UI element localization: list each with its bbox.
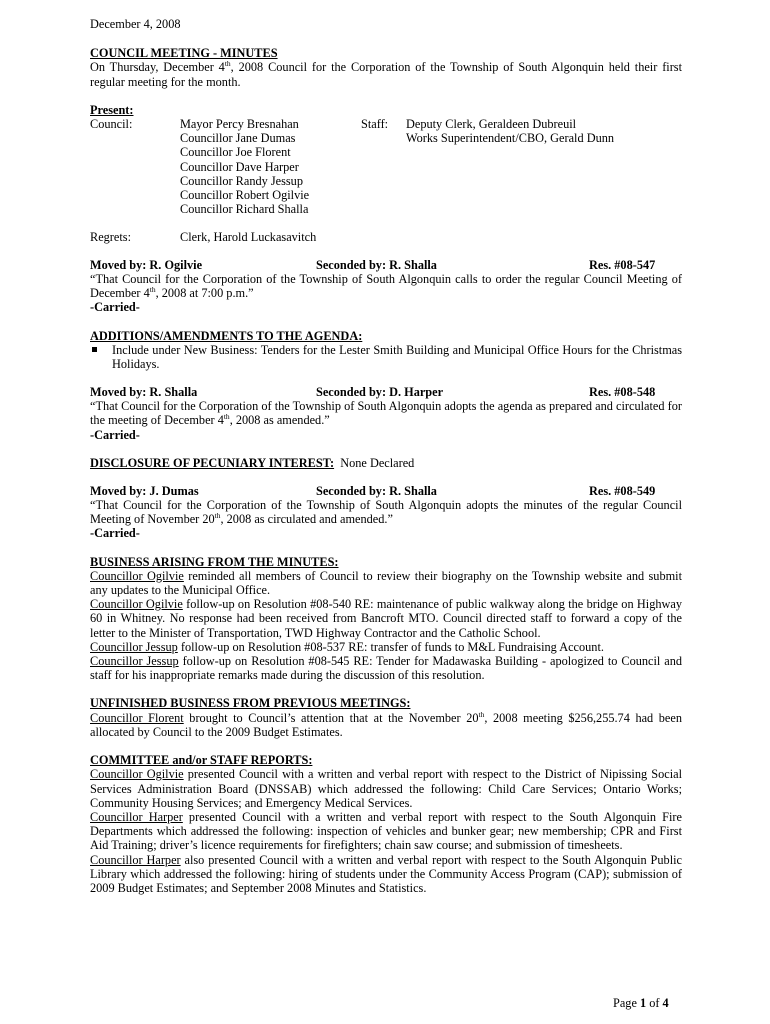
intro-paragraph: On Thursday, December 4th, 2008 Council for the Corporation of the Township of South Algonquin held their first regular meeting for the month. xyxy=(90,59,682,89)
unfinished-section xyxy=(90,696,682,739)
present-section xyxy=(90,103,682,216)
page-number: Page 1 of 4 xyxy=(613,996,669,1010)
business-arising-section xyxy=(90,555,682,683)
committee-heading: COMMITTEE and/or STAFF REPORTS: xyxy=(90,753,313,768)
list-item: Councillor Ogilvie follow-up on Resolution #08-540 RE: maintenance of public walkway along the bridge on Highway 60 in Whitney. No response had been received from Bancroft MTO. Council directed staff to forward a copy of the letter to the Minister of Transportation, TWD Highway Contractor and the Catholic School. xyxy=(90,597,682,640)
document-page xyxy=(90,17,682,895)
motion-text: “That Council for the Corporation of the Township of South Algonquin adopts the minutes of the regular Council Meeting of November 20th, 2008 as circulated and amended.” xyxy=(90,498,682,527)
resolution-number: Res. #08-548 xyxy=(589,385,656,400)
document-title: COUNCIL MEETING - MINUTES xyxy=(90,46,278,61)
staff-member: Deputy Clerk, Geraldeen Dubreuil xyxy=(406,117,577,132)
moved-by: Moved by: J. Dumas xyxy=(90,484,199,499)
seconded-by: Seconded by: R. Shalla xyxy=(316,258,437,273)
moved-by: Moved by: R. Ogilvie xyxy=(90,258,203,273)
moved-by: Moved by: R. Shalla xyxy=(90,385,198,400)
committee-section xyxy=(90,753,682,895)
list-item: Councillor Jessup follow-up on Resolution #08-537 RE: transfer of funds to M&L Fundraising Account. xyxy=(90,639,604,654)
regrets-row xyxy=(90,230,682,244)
list-item: Councillor Florent brought to Council’s attention that at the November 20th, 2008 meeting $256,255.74 had been allocated by Council to the 2009 Budget Estimates. xyxy=(90,709,682,739)
council-member: Mayor Percy Bresnahan xyxy=(180,117,299,132)
regrets-label: Regrets: xyxy=(90,230,131,245)
council-list xyxy=(180,117,309,216)
staff-list xyxy=(406,117,614,145)
motion-text: “That Council for the Corporation of the Township of South Algonquin calls to order the regular Council Meeting of December 4th, 2008 at 7:00 p.m.” xyxy=(90,272,682,301)
list-item: Councillor Ogilvie reminded all members of Council to review their biography on the Township website and submit any updates to the Municipal Office. xyxy=(90,568,682,598)
list-item: Councillor Harper presented Council with a written and verbal report with respect to the South Algonquin Fire Departments which addressed the following: inspection of vehicles and bunker gear; new membership; CPR and First Aid Training; driver’s licence requirements for firefighters; chain saw course; and submission of timesheets. xyxy=(90,809,682,853)
regrets-value: Clerk, Harold Luckasavitch xyxy=(180,230,317,245)
council-label: Council: xyxy=(90,117,133,132)
document-date: December 4, 2008 xyxy=(90,17,181,31)
carried-label: -Carried- xyxy=(90,300,140,315)
present-heading: Present: xyxy=(90,102,134,117)
motion-548 xyxy=(90,385,682,442)
motion-549 xyxy=(90,484,682,541)
motion-547 xyxy=(90,258,682,315)
council-member: Councillor Jane Dumas xyxy=(180,131,296,146)
list-item: Councillor Ogilvie presented Council with a written and verbal report with respect to the District of Nipissing Social Services Administration Board (DNSSAB) which addressed the following: Child Care Services; Ontario Works; Community Housing Services; and Emergency Medical Services. xyxy=(90,767,683,810)
carried-label: -Carried- xyxy=(90,427,140,442)
list-item: Councillor Jessup follow-up on Resolution #08-545 RE: Tender for Madawaska Building - apologized to Council and staff for his inappropriate remarks made during the discussion of this resolution. xyxy=(90,654,682,683)
staff-member: Works Superintendent/CBO, Gerald Dunn xyxy=(406,131,615,146)
council-member: Councillor Randy Jessup xyxy=(180,173,303,188)
disclosure-heading: DISCLOSURE OF PECUNIARY INTEREST: xyxy=(90,455,335,470)
motion-text: “That Council for the Corporation of the Township of South Algonquin adopts the agenda as prepared and circulated for the meeting of December 4th, 2008 as amended.” xyxy=(90,399,682,428)
disclosure-value: None Declared xyxy=(340,455,415,470)
additions-heading: ADDITIONS/AMENDMENTS TO THE AGENDA: xyxy=(90,328,363,343)
disclosure-section xyxy=(90,456,682,470)
resolution-number: Res. #08-547 xyxy=(589,258,656,273)
seconded-by: Seconded by: R. Shalla xyxy=(316,484,437,499)
seconded-by: Seconded by: D. Harper xyxy=(316,385,444,400)
resolution-number: Res. #08-549 xyxy=(589,484,656,499)
business-arising-heading: BUSINESS ARISING FROM THE MINUTES: xyxy=(90,554,339,569)
square-bullet-icon xyxy=(92,347,97,352)
unfinished-heading: UNFINISHED BUSINESS FROM PREVIOUS MEETINGS: xyxy=(90,696,411,711)
carried-label: -Carried- xyxy=(90,526,140,541)
list-item: Include under New Business: Tenders for the Lester Smith Building and Municipal Office Hours for the Christmas Holidays. xyxy=(90,343,682,371)
list-item: Councillor Harper also presented Council with a written and verbal report with respect to the South Algonquin Public Library which addressed the following: hiring of students under the Community Access Program (CAP); submission of 2009 Budget Estimates; and September 2008 Minutes and Statistics. xyxy=(90,852,682,895)
council-member: Councillor Robert Ogilvie xyxy=(180,188,310,203)
staff-label: Staff: xyxy=(361,117,389,132)
additions-section xyxy=(90,329,682,372)
council-member: Councillor Richard Shalla xyxy=(180,202,309,217)
council-member: Councillor Dave Harper xyxy=(180,159,299,174)
council-member: Councillor Joe Florent xyxy=(180,145,291,160)
